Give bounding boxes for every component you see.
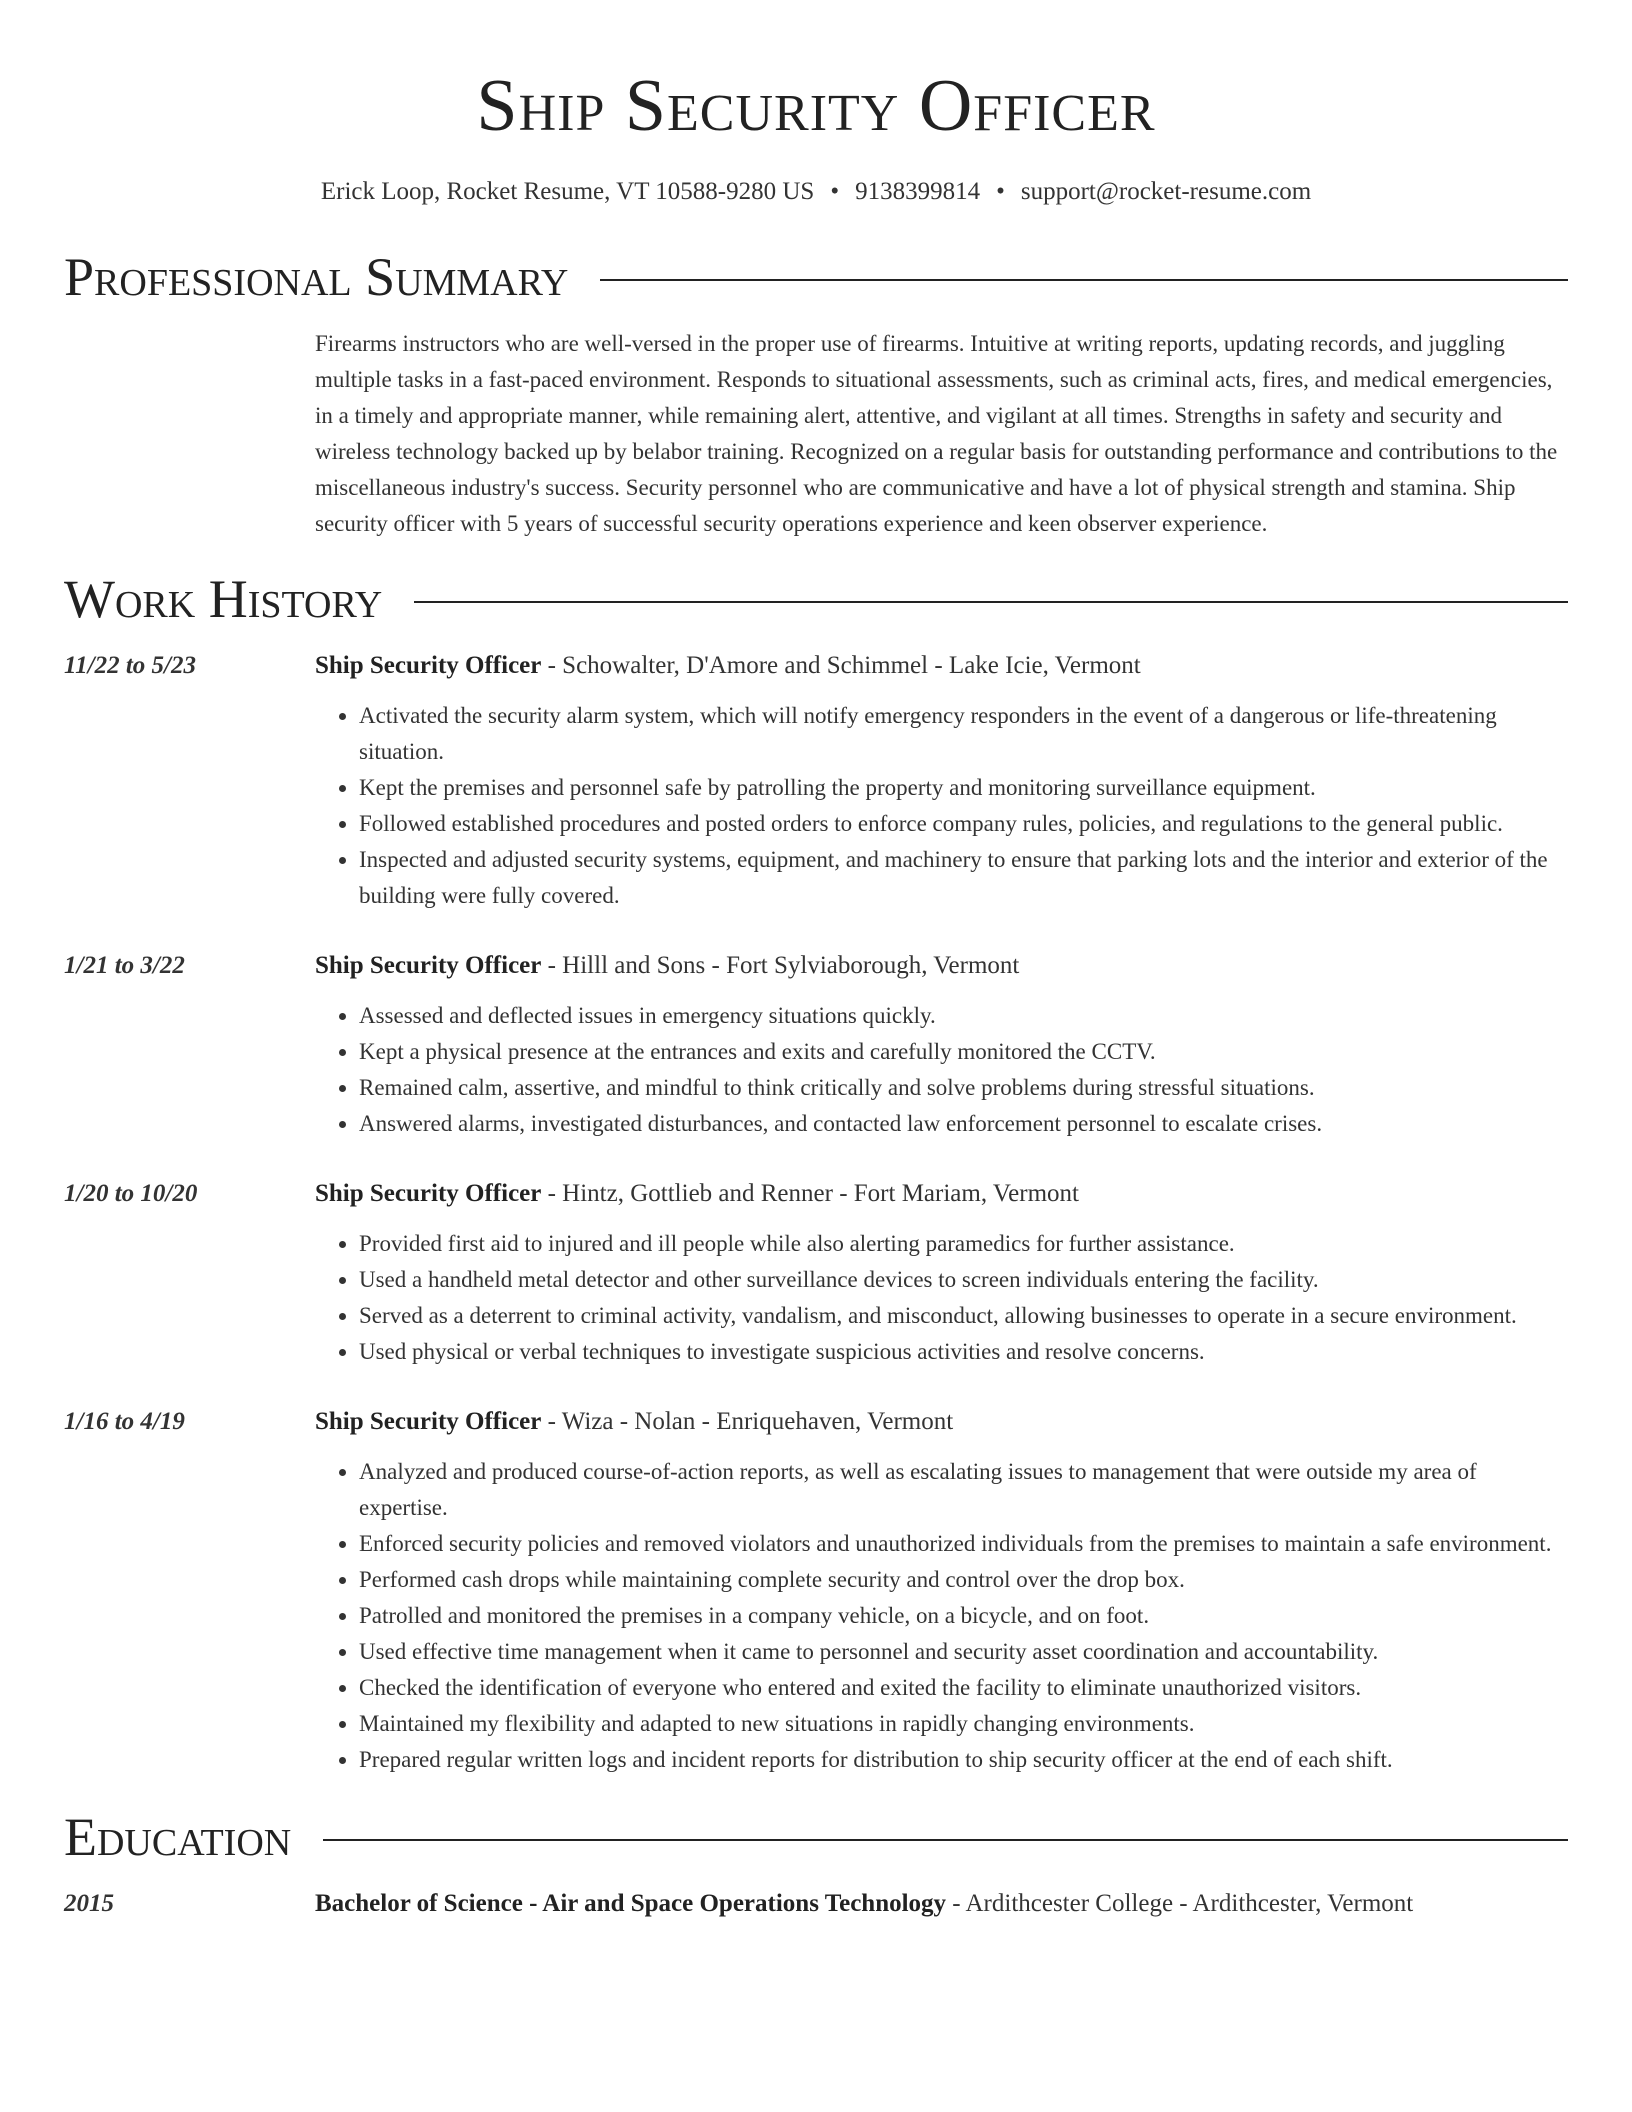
list-item: • Assessed and deflected issues in emergency situations quickly.: [359, 998, 1568, 1034]
list-item: • Inspected and adjusted security systems, equipment, and machinery to ensure that parking lots and the interior and exterior of the building were fully covered.: [359, 842, 1568, 914]
summary-section-header: [64, 242, 1568, 312]
contact-separator: •: [996, 178, 1005, 205]
work-section-title: Work History: [64, 569, 383, 629]
job-details: - Hilll and Sons - Fort Sylviaborough, Vermont: [541, 952, 1020, 979]
job-title-line: [315, 1404, 1568, 1440]
list-item: • Provided first aid to injured and ill people while also alerting paramedics for further assistance.: [359, 1226, 1568, 1262]
summary-section-title: Professional Summary: [64, 247, 569, 307]
education-section-title: Education: [64, 1807, 292, 1867]
contact-address: Erick Loop, Rocket Resume, VT 10588-9280 US: [320, 178, 815, 205]
education-degree: Bachelor of Science - Air and Space Operations Technology: [315, 1890, 947, 1917]
section-divider: [414, 601, 1568, 603]
list-item: • Patrolled and monitored the premises in a company vehicle, on a bicycle, and on foot.: [359, 1598, 1568, 1634]
job-bullets: [315, 1454, 1568, 1778]
list-item: • Kept a physical presence at the entrances and exits and carefully monitored the CCTV.: [359, 1034, 1568, 1070]
list-item: • Followed established procedures and posted orders to enforce company rules, policies, and regulations to the general public.: [359, 806, 1568, 842]
list-item: • Remained calm, assertive, and mindful to think critically and solve problems during stressful situations.: [359, 1070, 1568, 1106]
job-entry: [64, 948, 1568, 1142]
contact-separator: •: [830, 178, 840, 205]
job-details: - Hintz, Gottlieb and Renner - Fort Mariam, Vermont: [541, 1180, 1079, 1207]
job-dates: 1/16 to 4/19: [64, 1408, 185, 1435]
list-item: • Performed cash drops while maintaining complete security and control over the drop box.: [359, 1562, 1568, 1598]
education-year: 2015: [64, 1890, 114, 1917]
job-entry: [64, 1176, 1568, 1370]
list-item: • Analyzed and produced course-of-action reports, as well as escalating issues to management that were outside my area of expertise.: [359, 1454, 1568, 1526]
section-divider: [600, 279, 1568, 281]
list-item: • Served as a deterrent to criminal activity, vandalism, and misconduct, allowing businesses to operate in a secure environment.: [359, 1298, 1568, 1334]
list-item: • Activated the security alarm system, which will notify emergency responders in the event of a dangerous or life-threatening situation.: [359, 698, 1568, 770]
job-role: Ship Security Officer: [315, 952, 542, 979]
education-entry: [64, 1886, 1568, 1922]
contact-line: [64, 176, 1568, 208]
list-item: • Kept the premises and personnel safe by patrolling the property and monitoring surveillance equipment.: [359, 770, 1568, 806]
job-entry: [64, 648, 1568, 914]
education-details: - Ardithcester College - Ardithcester, Vermont: [946, 1890, 1414, 1917]
job-bullets: [315, 698, 1568, 914]
list-item: • Answered alarms, investigated disturbances, and contacted law enforcement personnel to escalate crises.: [359, 1106, 1568, 1142]
list-item: • Maintained my flexibility and adapted to new situations in rapidly changing environments.: [359, 1706, 1568, 1742]
list-item: • Enforced security policies and removed violators and unauthorized individuals from the premises to maintain a safe environment.: [359, 1526, 1568, 1562]
job-title-line: [315, 1176, 1568, 1212]
job-body: [315, 1404, 1568, 1778]
job-dates: 1/20 to 10/20: [64, 1180, 198, 1207]
list-item: • Used physical or verbal techniques to investigate suspicious activities and resolve concerns.: [359, 1334, 1568, 1370]
job-details: - Wiza - Nolan - Enriquehaven, Vermont: [541, 1408, 954, 1435]
education-section-header: [64, 1802, 1568, 1872]
contact-email[interactable]: support@rocket-resume.com: [1020, 178, 1312, 205]
resume-page: [64, 0, 1568, 1922]
job-bullets: [315, 1226, 1568, 1370]
job-role: Ship Security Officer: [315, 1180, 542, 1207]
contact-phone: 9138399814: [855, 178, 981, 205]
summary-text: Firearms instructors who are well-versed in the proper use of firearms. Intuitive at writing reports, updating records, and juggling multiple tasks in a fast-paced environment. Responds to situational assessments, such as criminal acts, fires, and medical emergencies, in a timely and appropriate manner, while remaining alert, attentive, and vigilant at all times. Strengths in safety and security and wireless technology backed up by belabor training. Recognized on a regular basis for outstanding performance and contributions to the miscellaneous industry's success. Security personnel who are communicative and have a lot of physical strength and stamina. Ship security officer with 5 years of successful security operations experience and keen observer experience.: [315, 331, 1558, 536]
job-entry: [64, 1404, 1568, 1778]
resume-title: Ship Security Officer: [476, 65, 1156, 147]
work-list: [64, 648, 1568, 1778]
job-body: [315, 1176, 1568, 1370]
job-role: Ship Security Officer: [315, 1408, 542, 1435]
job-dates: 11/22 to 5/23: [64, 652, 196, 679]
job-body: [315, 648, 1568, 914]
job-role: Ship Security Officer: [315, 652, 542, 679]
job-dates: 1/21 to 3/22: [64, 952, 185, 979]
list-item: • Checked the identification of everyone who entered and exited the facility to eliminate unauthorized visitors.: [359, 1670, 1568, 1706]
job-title-line: [315, 948, 1568, 984]
work-section-header: [64, 564, 1568, 634]
section-divider: [323, 1839, 1568, 1841]
job-bullets: [315, 998, 1568, 1142]
list-item: • Prepared regular written logs and incident reports for distribution to ship security officer at the end of each shift.: [359, 1742, 1568, 1778]
education-body: [315, 1886, 1413, 1922]
list-item: • Used a handheld metal detector and other surveillance devices to screen individuals entering the facility.: [359, 1262, 1568, 1298]
list-item: • Used effective time management when it came to personnel and security asset coordination and accountability.: [359, 1634, 1568, 1670]
job-details: - Schowalter, D'Amore and Schimmel - Lake Icie, Vermont: [541, 652, 1141, 679]
job-title-line: [315, 648, 1568, 684]
job-body: [315, 948, 1568, 1142]
